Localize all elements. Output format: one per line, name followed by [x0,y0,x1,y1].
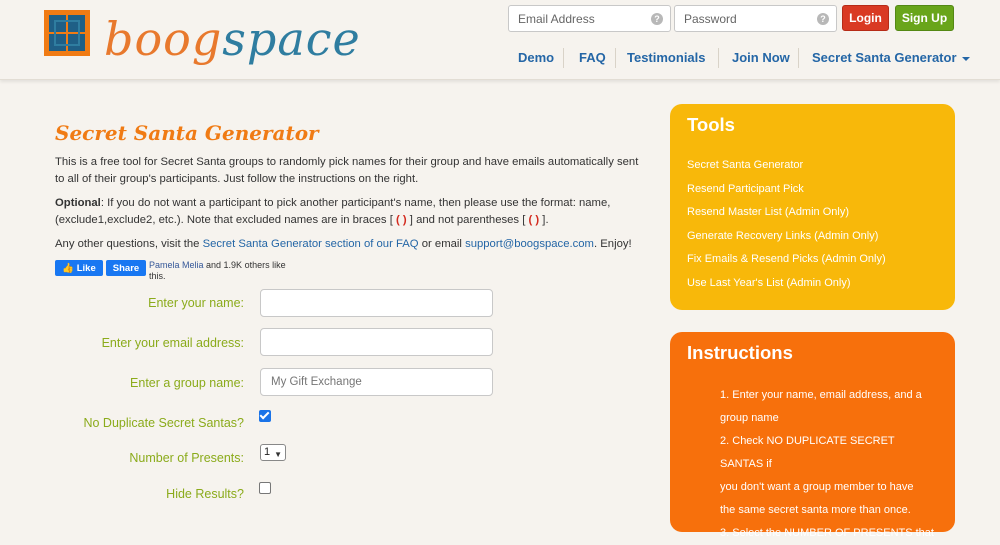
tool-link-resend-participant-pick[interactable]: Resend Participant Pick [687,182,804,195]
intro-paragraph: This is a free tool for Secret Santa groups to randomly pick names for their group and have emails automatically sent to all of their group's participants. Just follow the instructions on the right. [55,156,639,185]
instruction-number: 1. [720,389,730,401]
no-duplicate-label: No Duplicate Secret Santas? [83,416,244,430]
instructions-list [720,384,940,545]
tool-link-fix-emails-resend-picks[interactable]: Fix Emails & Resend Picks (Admin Only) [687,253,886,265]
instructions-heading: Instructions [687,342,793,363]
instruction-text: Enter your name, email address, and a [732,389,922,401]
help-icon[interactable]: ? [817,13,829,25]
facebook-share-button[interactable]: Share [106,260,146,276]
facebook-friend-name[interactable]: Pamela Melia [149,260,204,270]
tools-panel [670,104,955,310]
facebook-like-button[interactable]: 👍 Like [55,260,103,276]
password-input[interactable] [675,6,836,31]
facebook-like-count [149,260,299,281]
nav-divider [615,48,616,68]
parens-example: ( ) [528,213,540,226]
nav-join-now[interactable]: Join Now [732,50,790,65]
optional-text: : If you do not want a participant to pick another participant's name, then please use the format: name, (exclude1,exclude2, etc.). Note that excluded names are in braces [ [55,197,611,226]
password-field-wrapper [674,5,837,32]
no-duplicate-checkbox[interactable] [259,410,271,422]
group-name-label: Enter a group name: [130,376,244,390]
page-title: Secret Santa Generator [55,121,319,145]
instruction-text: group name [720,412,779,424]
help-icon[interactable]: ? [651,13,663,25]
optional-label: Optional [55,197,101,209]
instruction-item [720,384,940,407]
logo-window-icon [44,10,90,56]
number-of-presents-select[interactable] [260,444,286,461]
tool-link-resend-master-list[interactable]: Resend Master List (Admin Only) [687,206,849,218]
chevron-down-icon [962,57,970,61]
name-input[interactable] [260,289,493,317]
instruction-number: 3. [720,527,730,539]
nav-testimonials[interactable]: Testimonials [627,50,706,65]
tool-link-secret-santa-generator[interactable]: Secret Santa Generator [687,159,804,171]
logo-wordmark [104,12,361,66]
email-input[interactable] [260,328,493,356]
signup-button[interactable]: Sign Up [895,5,954,31]
nav-divider [798,48,799,68]
hide-results-checkbox[interactable] [259,482,271,494]
tool-link-use-last-years-list[interactable]: Use Last Year's List (Admin Only) [687,276,851,289]
instruction-text: the same secret santa more than once. [720,504,911,516]
optional-paragraph [55,195,645,228]
hide-results-label: Hide Results? [166,487,244,501]
tools-list [687,159,886,300]
logo-text-boog: boog [104,12,223,66]
like-label: Like [76,262,96,274]
nav-divider [718,48,719,68]
instruction-text: Check NO DUPLICATE SECRET SANTAS if [720,435,895,470]
instruction-item [720,522,940,545]
name-label: Enter your name: [148,296,244,310]
email-address-input[interactable] [509,6,670,31]
faq-text: Any other questions, visit the [55,238,203,250]
group-name-input[interactable] [260,368,493,396]
faq-text: . Enjoy! [593,238,632,250]
email-label: Enter your email address: [101,336,244,350]
instruction-number: 2. [720,435,730,447]
tool-link-generate-recovery-links[interactable]: Generate Recovery Links (Admin Only) [687,229,879,242]
presents-selected-value: 1 [264,446,271,458]
faq-paragraph [55,236,655,253]
instructions-panel [670,332,955,539]
nav-divider [563,48,564,68]
chevron-down-icon: ▼ [274,450,282,459]
nav-secret-santa-label: Secret Santa Generator [812,50,957,65]
nav-demo[interactable]: Demo [518,50,555,65]
instruction-item [720,430,940,476]
number-of-presents-label: Number of Presents: [129,451,244,465]
nav-faq[interactable]: FAQ [579,50,606,65]
login-button[interactable]: Login [842,5,889,31]
faq-link[interactable]: Secret Santa Generator section of our FAQ [202,238,419,250]
boogspace-logo[interactable] [44,10,361,76]
logo-text-space: space [222,12,361,66]
braces-example: ( ) [395,213,407,226]
optional-text: ]. [539,213,549,226]
facebook-others-text: and 1.9K others like this. [149,260,286,281]
site-header [0,0,1000,80]
email-field-wrapper [508,5,671,32]
optional-text: ] and not parentheses [ [406,213,529,226]
nav-secret-santa-generator[interactable] [812,50,970,65]
instruction-text: Select the NUMBER OF PRESENTS that [732,527,934,539]
tools-heading: Tools [687,114,735,135]
support-email-link[interactable]: support@boogspace.com [465,238,594,250]
instruction-text: you don't want a group member to have [720,481,914,493]
faq-text: or email [418,238,466,250]
